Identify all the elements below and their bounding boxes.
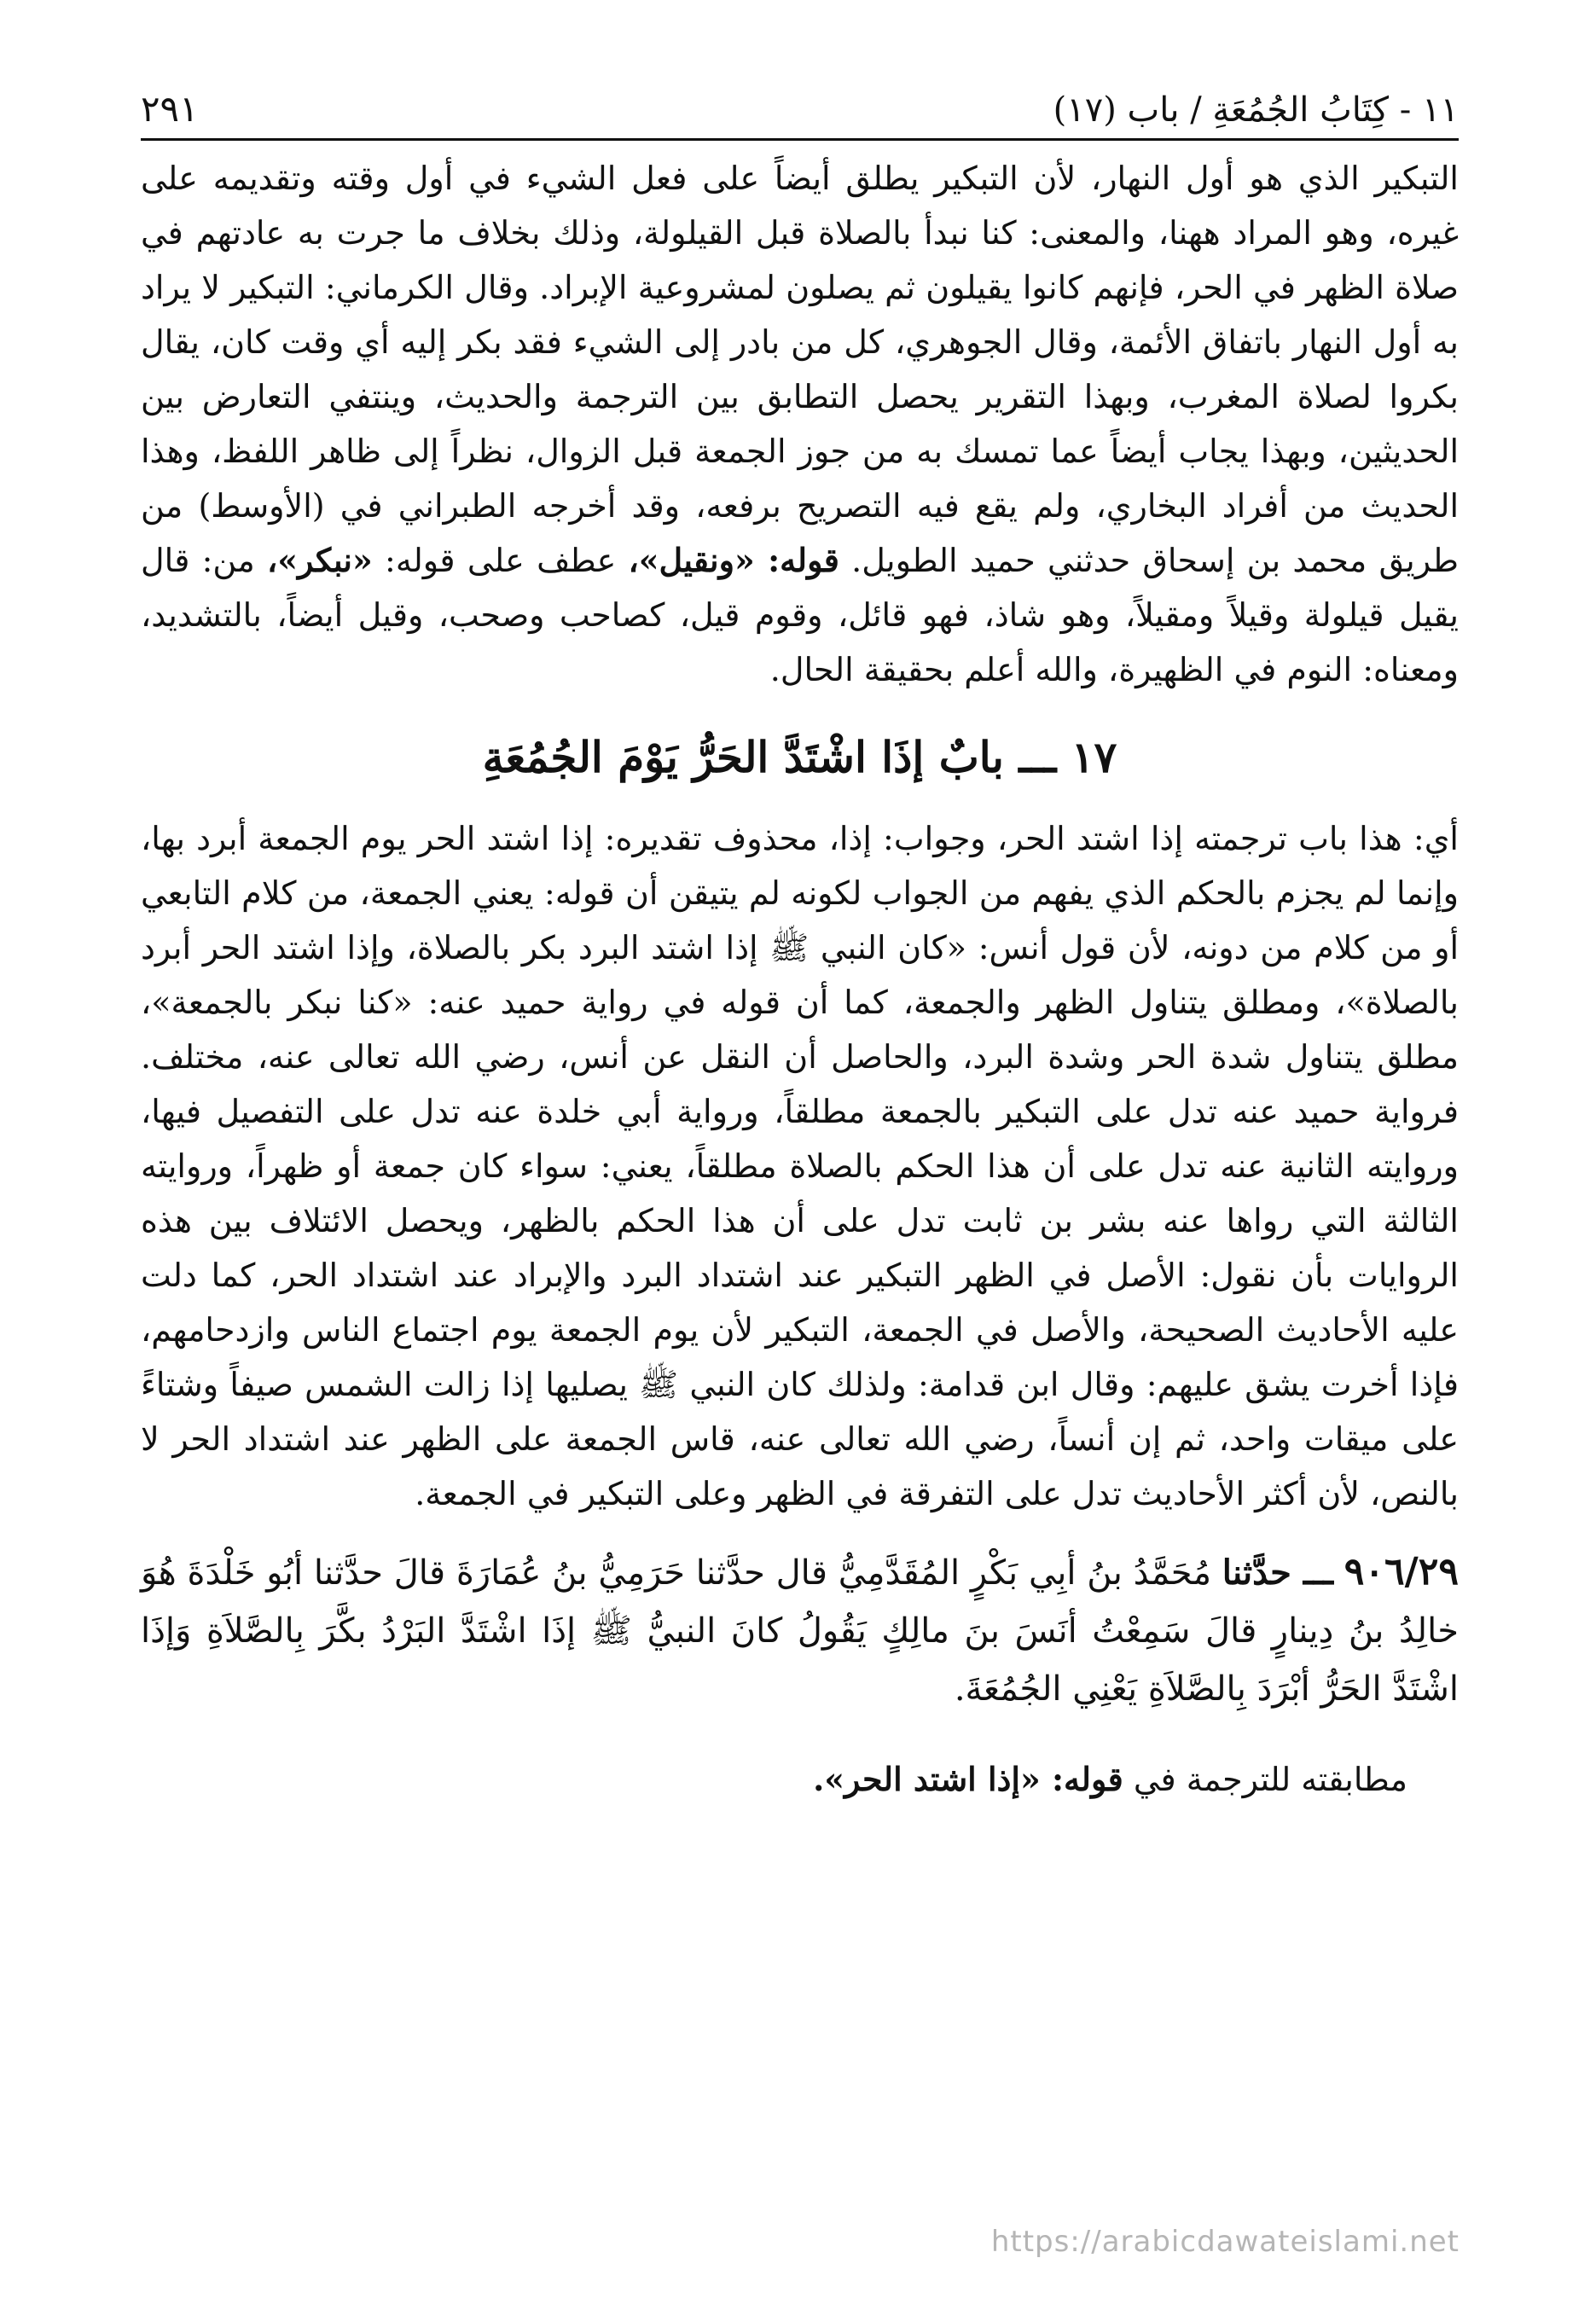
hadith-paragraph	[141, 1543, 1459, 1718]
conclusion-line	[141, 1752, 1459, 1807]
hadith-lead: ـــ حدَّثنا	[1222, 1553, 1334, 1593]
conclusion-text: مطابقته للترجمة في	[1133, 1761, 1407, 1798]
commentary-paragraph: أي: هذا باب ترجمته إذا اشتد الحر، وجواب: إذا، محذوف تقديره: إذا اشتد الحر يوم الجمعة أبرد بها، وإنما لم يجزم بالحكم الذي يفهم من الجواب لكونه لم يتيقن أن قوله: يعني الجمعة، من كلام التابعي أو من كلام من دونه، لأن قول أنس: «كان النبي ﷺ إذا اشتد البرد بكر بالصلاة، وإذا اشتد الحر أبرد بالصلاة»، ومطلق يتناول الظهر والجمعة، كما أن قوله في رواية حميد عنه: «كنا نبكر بالجمعة»، مطلق يتناول شدة الحر وشدة البرد، والحاصل أن النقل عن أنس، رضي الله تعالى عنه، مختلف. فرواية حميد عنه تدل على التبكير بالجمعة مطلقاً، ورواية أبي خلدة عنه تدل على التفصيل فيها، وروايته الثانية عنه تدل على أن هذا الحكم بالصلاة مطلقاً، يعني: سواء كان جمعة أو ظهراً، وروايته الثالثة التي رواها عنه بشر بن ثابت تدل على أن هذا الحكم بالظهر، ويحصل الائتلاف بين هذه الروايات بأن نقول: الأصل في الظهر التبكير عند اشتداد البرد والإبراد عند اشتداد الحر، كما دلت عليه الأحاديث الصحيحة، والأصل في الجمعة، التبكير لأن يوم الجمعة يوم اجتماع الناس وازدحامهم، فإذا أخرت يشق عليهم: وقال ابن قدامة: ولذلك كان النبي ﷺ يصليها إذا زالت الشمس صيفاً وشتاءً على ميقات واحد، ثم إن أنساً، رضي الله تعالى عنه، قاس الجمعة على الظهر عند اشتداد الحر لا بالنص، لأن أكثر الأحاديث تدل على التفرقة في الظهر وعلى التبكير في الجمعة.	[141, 820, 1459, 1512]
conclusion-bold-quote: قوله: «إذا اشتد الحر».	[813, 1760, 1123, 1798]
chapter-heading: ١٧ ـــ بابٌ إذَا اشْتَدَّ الحَرُّ يَوْمَ الجُمُعَةِ	[482, 732, 1117, 782]
book-page	[141, 81, 1459, 2265]
intro-text-2: عطف على قوله:	[385, 542, 617, 579]
page-number: ٢٩١	[141, 88, 199, 130]
intro-paragraph	[141, 151, 1459, 697]
running-header	[141, 81, 1459, 141]
intro-text-1: التبكير الذي هو أول النهار، لأن التبكير يطلق أيضاً على فعل الشيء في أول وقته وتقديمه على غيره، وهو المراد ههنا، والمعنى: كنا نبدأ بالصلاة قبل القيلولة، وذلك بخلاف ما جرت به عادتهم في صلاة الظهر في الحر، فإنهم كانوا يقيلون ثم يصلون لمشروعية الإبراد. وقال الكرماني: التبكير لا يراد به أول النهار باتفاق الأئمة، وقال الجوهري، كل من بادر إلى الشيء فقد بكر إليه أي وقت كان، يقال بكروا لصلاة المغرب، وبهذا التقرير يحصل التطابق بين الترجمة والحديث، وينتفي التعارض بين الحديثين، وبهذا يجاب أيضاً عما تمسك به من جوز الجمعة قبل الزوال، نظراً إلى ظاهر اللفظ، وهذا الحديث من أفراد البخاري، ولم يقع فيه التصريح برفعه، وقد أخرجه الطبراني في (الأوسط) من طريق محمد بن إسحاق حدثني حميد الطويل.	[141, 160, 1459, 579]
hadith-text: مُحَمَّدُ بنُ أبِي بَكْرٍ المُقَدَّمِيُّ قال حدَّثنا حَرَمِيُّ بنُ عُمَارَةَ قالَ حدَّثنا أبُو خَلْدَةَ هُوَ خالِدُ بنُ دِينارٍ قالَ سَمِعْتُ أنَسَ بنَ مالِكٍ يَقُولُ كانَ النبيُّ ﷺ إذَا اشْتَدَّ البَرْدُ بكَّرَ بِالصَّلاَةِ وَإذَا اشْتَدَّ الحَرُّ أبْرَدَ بِالصَّلاَةِ يَعْنِي الجُمُعَةَ.	[141, 1553, 1459, 1709]
running-head-title: ١١ - كِتَابُ الجُمُعَةِ / باب (١٧)	[1053, 90, 1459, 130]
intro-bold-quote-2: «نبكر»،	[267, 541, 373, 579]
intro-bold-quote-1: قوله: «ونقيل»،	[628, 541, 839, 579]
watermark-url: https://arabicdawateislami.net	[990, 2225, 1460, 2259]
intro-text-3: من: قال يقيل قيلولة وقيلاً ومقيلاً، وهو شاذ، فهو قائل، وقوم قيل، كصاحب وصحب، وقيل أيضاً، بالتشديد، ومعناه: النوم في الظهيرة، والله أعلم بحقيقة الحال.	[141, 542, 1459, 688]
hadith-number: ٩٠٦/٢٩	[1344, 1550, 1460, 1593]
